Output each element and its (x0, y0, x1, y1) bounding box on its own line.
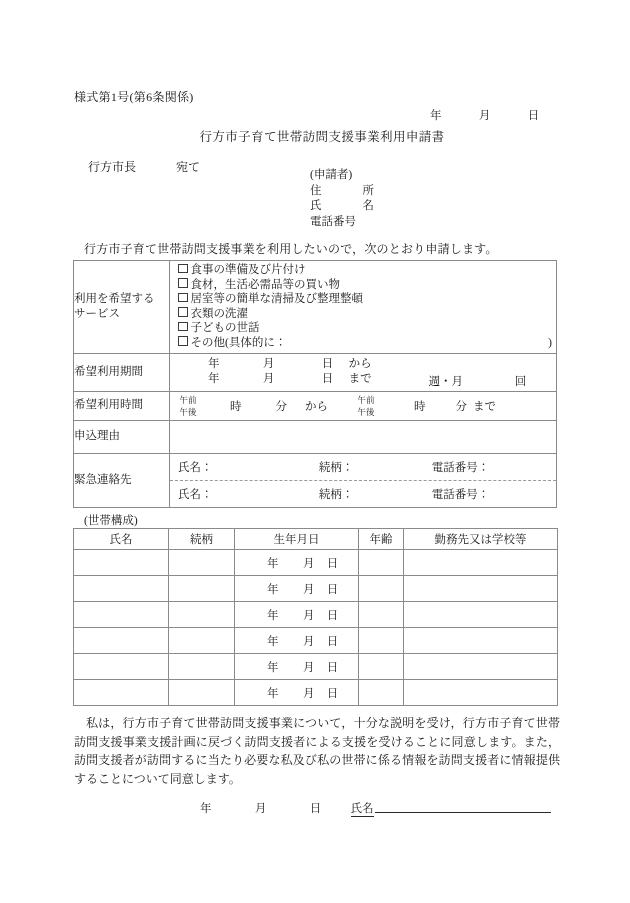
service-option-label: 子どもの世話 (190, 322, 260, 335)
household-cell-age[interactable] (359, 628, 404, 654)
frequency-count-label: 回 (514, 375, 527, 388)
applicant-block (310, 168, 374, 230)
dob-day: 日 (326, 557, 339, 570)
period-cell (170, 353, 557, 391)
household-cell-dob[interactable] (235, 550, 359, 576)
period-to-year: 年 (208, 373, 220, 386)
period-from-month: 月 (262, 357, 275, 370)
submission-date-year: 年 (430, 110, 442, 122)
addressee-office: 行方市長 (88, 160, 137, 174)
emergency-contact-row-1[interactable] (170, 454, 556, 480)
intro-sentence: 行方市子育て世帯訪問支援事業を利用したいので，次のとおり申請します。 (84, 242, 498, 256)
service-option-list (170, 261, 556, 353)
addressee-suffix: 宛て (176, 160, 201, 174)
household-cell-age[interactable] (359, 550, 404, 576)
service-row-label (74, 261, 170, 354)
service-option-label: 食事の準備及び片付け (190, 264, 306, 276)
household-cell-dob[interactable] (235, 654, 359, 680)
table-row-emergency (74, 453, 557, 507)
emergency-contacts-cell (170, 453, 557, 507)
period-row-label: 希望利用期間 (74, 353, 170, 391)
reason-row-label: 申込理由 (74, 420, 170, 453)
period-from-line (170, 357, 556, 373)
end-minute-label: 分 (455, 400, 467, 413)
table-row-period (74, 353, 557, 391)
dob-day: 日 (326, 609, 339, 622)
start-pm-label: 午後 (179, 406, 197, 417)
emergency-name-label-1: 氏名： (178, 461, 213, 474)
household-cell-name[interactable] (74, 680, 169, 706)
emergency-contact-row-2[interactable] (170, 481, 556, 507)
applicant-phone-label: 電話番号 (310, 215, 356, 228)
household-cell-dob[interactable] (235, 628, 359, 654)
dob-year: 年 (267, 687, 279, 700)
start-minute-label: 分 (275, 400, 287, 413)
dob-year: 年 (267, 661, 279, 674)
submission-date-line (430, 107, 539, 123)
household-cell-workplace[interactable] (404, 680, 558, 706)
period-to-month: 月 (262, 373, 275, 386)
frequency-unit[interactable]: 週・月 (428, 375, 463, 388)
dob-year: 年 (267, 635, 279, 648)
period-to-day: 日 (321, 373, 334, 386)
dob-month: 月 (303, 557, 315, 570)
table-row-service (74, 261, 557, 354)
household-caption: (世帯構成) (84, 515, 138, 527)
dob-year: 年 (267, 609, 279, 622)
household-cell-dob[interactable] (235, 602, 359, 628)
checkbox-icon[interactable] (178, 278, 188, 288)
table-row (74, 628, 558, 654)
applicant-phone-row (310, 215, 374, 231)
household-members-table (73, 528, 558, 706)
household-cell-relation[interactable] (169, 628, 235, 654)
household-header-relation: 続柄 (169, 529, 235, 550)
service-options-cell (170, 261, 557, 354)
household-cell-name[interactable] (74, 628, 169, 654)
end-am-label: 午前 (357, 394, 375, 405)
household-cell-dob[interactable] (235, 576, 359, 602)
list-item[interactable] (178, 307, 556, 322)
signature-line (200, 800, 551, 816)
dob-day: 日 (326, 635, 339, 648)
household-cell-workplace[interactable] (404, 576, 558, 602)
list-item[interactable] (178, 292, 556, 307)
signature-name-label: 氏名 (350, 803, 374, 815)
household-header-dob: 生年月日 (235, 529, 359, 550)
dob-year: 年 (267, 557, 279, 570)
addressee (88, 158, 200, 175)
table-row-reason (74, 420, 557, 453)
household-header-age: 年齢 (359, 529, 404, 550)
household-cell-workplace[interactable] (404, 550, 558, 576)
checkbox-icon[interactable] (178, 322, 188, 332)
dob-year: 年 (267, 583, 279, 596)
emergency-relation-label-1: 続柄： (318, 461, 354, 474)
table-row (74, 680, 558, 706)
time-from-suffix: から (305, 400, 328, 413)
dob-placeholder (255, 610, 339, 622)
time-to-suffix: まで (473, 400, 496, 413)
end-pm-label: 午後 (357, 406, 375, 417)
household-cell-age[interactable] (359, 680, 404, 706)
emergency-relation-label-2: 続柄： (318, 488, 354, 501)
household-cell-relation[interactable] (169, 602, 235, 628)
time-cell (170, 391, 557, 420)
checkbox-icon[interactable] (178, 293, 188, 303)
start-hour-label: 時 (230, 400, 242, 413)
time-fields (170, 392, 556, 420)
table-row (74, 654, 558, 680)
applicant-name-label: 氏名 (310, 200, 374, 212)
period-fields (170, 354, 556, 391)
dob-month: 月 (303, 661, 315, 674)
household-header-workplace: 勤務先又は学校等 (404, 529, 558, 550)
dob-month: 月 (303, 583, 315, 596)
emergency-phone-label-1: 電話番号： (431, 461, 490, 474)
emergency-row-label: 緊急連絡先 (74, 453, 170, 507)
dob-placeholder (255, 558, 339, 570)
household-cell-workplace[interactable] (404, 628, 558, 654)
household-cell-workplace[interactable] (404, 654, 558, 680)
emergency-phone-label-2: 電話番号： (431, 488, 490, 501)
household-cell-relation[interactable] (169, 576, 235, 602)
applicant-heading: (申請者) (310, 169, 353, 181)
applicant-address-row (310, 184, 374, 200)
signature-month: 月 (254, 803, 267, 815)
table-row (74, 602, 558, 628)
period-from-suffix: から (348, 357, 372, 370)
service-option-other-label: その他(具体的に： (190, 336, 287, 349)
household-cell-name[interactable] (74, 550, 169, 576)
dob-month: 月 (303, 635, 315, 648)
submission-date-month: 月 (478, 110, 491, 122)
service-option-label: 居室等の簡単な清掃及び整理整頓 (190, 293, 363, 306)
household-cell-age[interactable] (359, 602, 404, 628)
list-item[interactable] (178, 321, 556, 336)
end-hour-label: 時 (414, 400, 426, 413)
household-cell-relation[interactable] (169, 654, 235, 680)
checkbox-icon[interactable] (178, 336, 188, 346)
page-title: 行方市子育て世帯訪問支援事業利用申請書 (199, 130, 445, 144)
list-item[interactable] (178, 263, 556, 278)
start-am-label: 午前 (179, 394, 197, 405)
dob-placeholder (255, 636, 339, 648)
household-cell-relation[interactable] (169, 550, 235, 576)
service-other-close-paren: ) (548, 336, 552, 349)
applicant-name-row (310, 199, 374, 215)
application-details-table (73, 260, 557, 508)
table-row-time (74, 391, 557, 420)
household-cell-age[interactable] (359, 576, 404, 602)
dob-month: 月 (303, 609, 315, 622)
dob-placeholder (255, 662, 339, 674)
signature-day: 日 (309, 803, 322, 815)
consent-statement (74, 714, 560, 788)
emergency-name-label-2: 氏名： (178, 488, 213, 501)
dob-placeholder (255, 584, 339, 596)
dob-placeholder (255, 688, 339, 700)
household-cell-name[interactable] (74, 654, 169, 680)
service-row-label-line2: サービス (74, 307, 120, 320)
signature-input-rule[interactable] (375, 800, 551, 813)
start-ampm-selector[interactable] (176, 394, 200, 418)
form-code: 様式第1号(第6条関係) (74, 90, 194, 104)
service-option-label: 衣類の洗濯 (190, 307, 248, 320)
signature-year: 年 (200, 803, 212, 815)
table-row (74, 576, 558, 602)
dob-day: 日 (326, 583, 339, 596)
list-item-other[interactable] (178, 336, 556, 351)
household-header-name: 氏名 (74, 529, 169, 550)
household-cell-relation[interactable] (169, 680, 235, 706)
time-row-label: 希望利用時間 (74, 391, 170, 420)
household-cell-age[interactable] (359, 654, 404, 680)
checkbox-icon[interactable] (178, 264, 188, 274)
period-from-day: 日 (321, 357, 334, 370)
dob-month: 月 (303, 687, 315, 700)
household-cell-name[interactable] (74, 602, 169, 628)
table-row (74, 550, 558, 576)
reason-input-area[interactable] (170, 420, 557, 453)
period-from-year: 年 (208, 357, 220, 370)
household-cell-workplace[interactable] (404, 602, 558, 628)
household-cell-name[interactable] (74, 576, 169, 602)
end-ampm-selector[interactable] (354, 394, 378, 418)
consent-text: 私は，行方市子育て世帯訪問支援事業について，十分な説明を受け，行方市子育て世帯訪問支援事業支援計画に戻づく訪問支援者による支援を受けることに同意します。また，訪問支援者が訪問するに当たり必要な私及び私の世帯に係る情報を訪問支援者に情報提供することについて同意します。 (74, 716, 560, 786)
submission-date-day: 日 (527, 110, 540, 122)
service-option-label: 食材，生活必需品等の買い物 (190, 278, 340, 291)
dob-day: 日 (326, 661, 339, 674)
list-item[interactable] (178, 278, 556, 293)
period-frequency (429, 373, 527, 389)
period-to-suffix: まで (348, 373, 372, 386)
checkbox-icon[interactable] (178, 307, 188, 317)
applicant-address-label: 住所 (310, 184, 374, 197)
service-row-label-line1: 利用を希望する (74, 292, 155, 305)
household-header-row (74, 529, 558, 550)
household-cell-dob[interactable] (235, 680, 359, 706)
dob-day: 日 (326, 687, 339, 700)
